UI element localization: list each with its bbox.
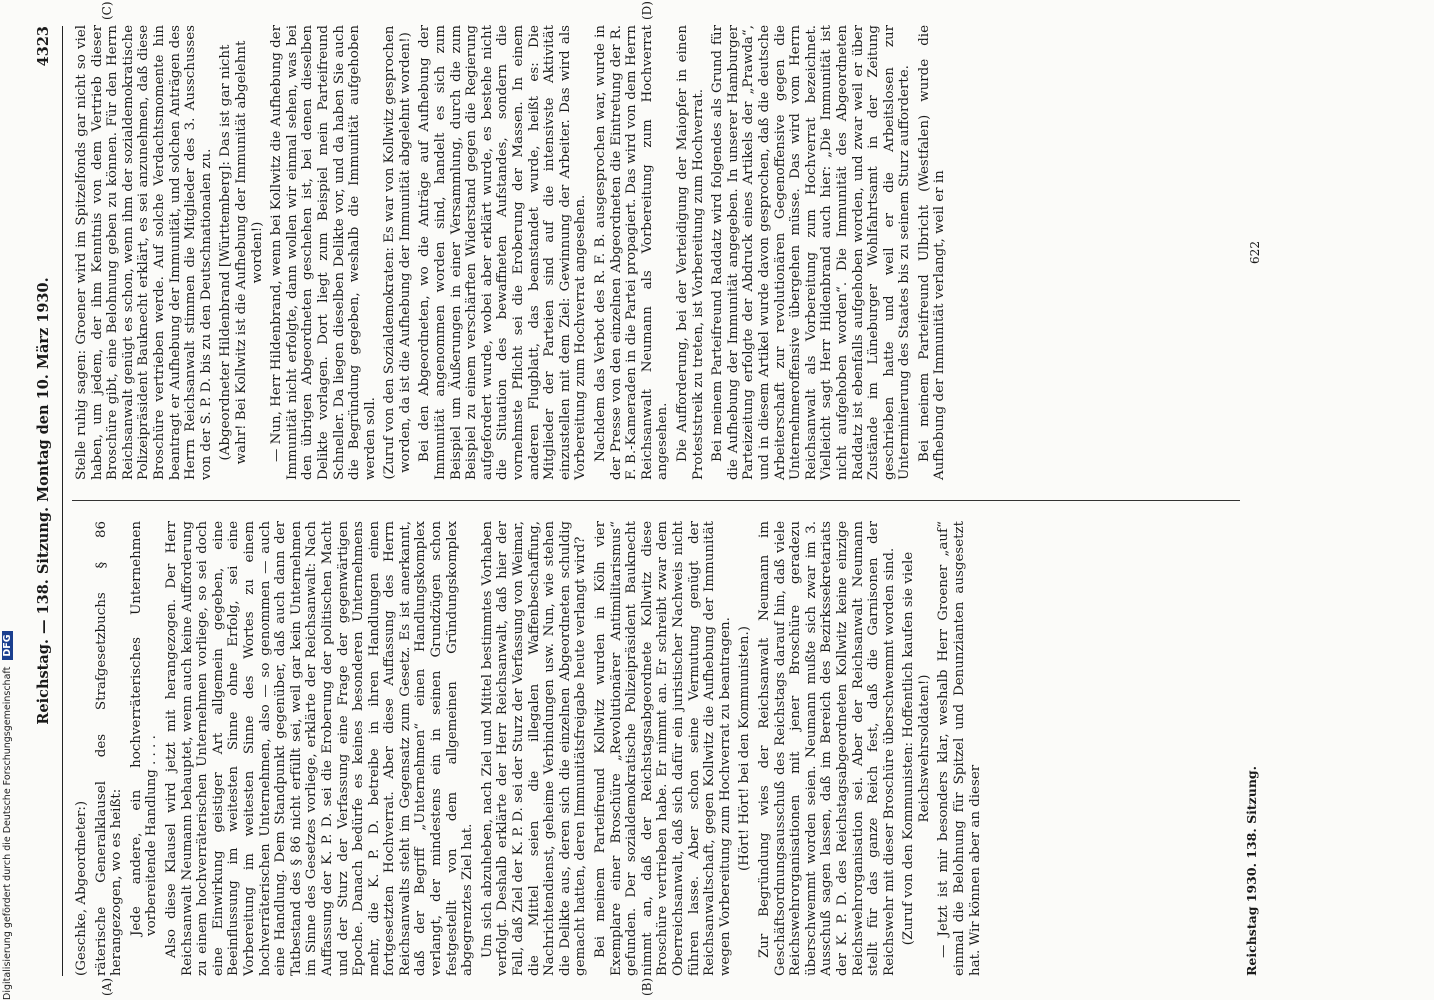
paragraph: Nachdem das Verbot des R. F. B. ausgesprochen war, wurde in der Presse von den einzelnen Abgeordneten die Eintretung der R. F. B.-Kameraden in die Partei propagiert. Das wird von dem Herrn Reichsanwalt Neumann als Vorbereitung zum Hochverrat angesehen.: [593, 25, 671, 480]
margin-marker-a: (A): [100, 977, 114, 996]
paragraph: (Zuruf von den Sozialdemokraten: Es war von Kollwitz gesprochen worden, da ist die Aufhebung der Immunität abgelehnt worden!): [382, 25, 413, 480]
margin-marker-d: (D): [640, 1, 654, 20]
page-number: 4323: [35, 26, 52, 67]
paragraph: Bei den Abgeordneten, wo die Anträge auf Aufhebung der Immunität angenommen worden sind, handelt es sich zum Beispiel um Äußerungen in einer Versammlung, durch die zum Beispiel zu einem verschärften Widerstand gegen die Regierung aufgefordert wurde, wobei aber erklärt wurde, es bestehe nicht die Situation des bewaffneten Aufstandes, sondern die vornehmste Pflicht sei die Eroberung der Massen. In einem anderen Flugblatt, das beanstandet wurde, heißt es: Die Mitglieder der Parteien sind auf die intensivste Aktivität einzustellen mit dem Ziel: Gewinnung der Arbeiter. Das wird als Vorbereitung zum Hochverrat angesehen.: [417, 25, 589, 480]
paragraph: — Jetzt ist mir besonders klar, weshalb Herr Groener „auf“ einmal die Belohnung für Spitzel und Denunzianten ausgesetzt hat. Wir können aber an dieser: [936, 521, 983, 976]
paragraph: (Zuruf von den Kommunisten: Hoffentlich kaufen sie viele Reichswehrsoldaten!): [901, 551, 932, 946]
paragraph: Bei meinem Parteifreund Kollwitz wurden in Köln vier Exemplare einer Broschüre „Revolutionärer Antimilitarismus“ gefunden. Der sozialdemokratische Polizeipräsident Bauknecht nimmt an, daß der Reichstagsabgeordnete Kollwitz diese Broschüre vertrieben habe. Er nimmt an. Er schreibt zwar dem Oberreichsanwalt, daß sich dafür ein juristischer Nachweis nicht führen lasse. Aber schon seine Vermutung genügt der Reichsanwaltschaft, gegen Kollwitz die Aufhebung der Immunität wegen Vorbereitung zum Hochverrat zu beantragen.: [593, 521, 733, 976]
header-title: Reichstag. — 138. Sitzung. Montag den 10. März 1930.: [35, 277, 52, 725]
paragraph: Um sich abzuheben, nach Ziel und Mittel bestimmtes Vorhaben verfolgt. Deshalb erklärte der Herr Reichsanwalt, daß hier der Fall, daß Ziel der K. P. D. sei der Sturz der Verfassung von Weimar, die Mittel seien die illegalen Waffenbeschaffung, Nachrichtendienst, geheime Verbindungen usw. Nun, wie stehen die Delikte aus, deren sich die einzelnen Abgeordneten schuldig gemacht hatten, deren Immunitätsfreigabe heute verlangt wird?: [479, 521, 589, 976]
right-column: [74, 25, 952, 480]
paragraph: (Hört! Hört! bei den Kommunisten.): [737, 626, 753, 871]
footer-right: 622: [1248, 241, 1262, 264]
rotated-page: [20, 0, 1382, 1000]
paragraph: Also diese Klausel wird jetzt mit herangezogen. Der Herr Reichsanwalt Neumann behauptet, wenn auch keine Aufforderung zu einem hochverräterischen Unternehmen vorliege, so sei doch eine Einwirkung geistiger Art allgemein gegeben, eine Beeinflussung im weitesten Sinne ohne Erfolg, sei eine Vorbereitung im weitesten Sinne des Wortes zu einem hochverräterischen Unternehmen, also — so genommen — auch eine Handlung. Dem Standpunkt gegenüber, daß auch dann der Tatbestand des § 86 nicht erfüllt sei, weil gar kein Unternehmen im Sinne des Gesetzes vorliege, erklärte der Reichsanwalt: Nach Auffassung der K. P. D. sei die Eroberung der politischen Macht und der Sturz der Verfassung eine Frage der gegenwärtigen Epoche. Danach bedürfe es keines besonderen Unternehmens mehr, die K. P. D. betreibe in ihren Handlungen einen fortgesetzten Hochverrat. Aber diese Auffassung des Herrn Reichsanwalts steht im Gegensatz zum Gesetz. Es ist anerkannt, daß der Begriff „Unternehmen“ einen Handlungskomplex verlangt, der mindestens ein in seinen Grundzügen schon festgestellt von dem allgemeinen Gründungskomplex abgegrenztes Ziel hat.: [163, 521, 476, 976]
margin-marker-b: (B): [640, 977, 654, 996]
dfg-logo: DFG: [2, 631, 13, 659]
page-header: [36, 26, 66, 976]
paragraph: Bei meinem Parteifreund Ulbricht (Westfalen) wurde die Aufhebung der Immunität verlangt, weil er in: [916, 25, 948, 480]
digitization-credit: [2, 0, 16, 1000]
paragraph: räterische Generalklausel des Strafgesetzbuchs § 86 herangezogen, wo es heißt:: [93, 521, 125, 976]
footer-left: Reichstag 1930. 138. Sitzung.: [1244, 766, 1259, 976]
margin-marker-c: (C): [100, 1, 114, 20]
paragraph: Stelle ruhig sagen: Groener wird im Spitzelfonds gar nicht so viel haben, um jedem, der ihm Kenntnis von dem Vertrieb dieser Broschüre gibt, eine Belohnung geben zu können. Für den Herrn Reichsanwalt genügt es schon, wenn ihm der sozialdemokratische Polizeipräsident Bauknecht erklärt, es sei anzunehmen, daß diese Broschüre vertrieben werde. Auf solche Verdachtsmomente hin beantragt er Aufhebung der Immunität, und solchen Anträgen des Herrn Reichsanwalt stimmen die Mitglieder des 3. Ausschusses von der S. P. D. bis zu den Deutschnationalen zu.: [74, 25, 214, 480]
credit-text: Digitalisierung gefördert durch die Deutsche Forschungsgemeinschaft: [2, 666, 13, 1000]
column-divider: [72, 500, 1240, 501]
paragraph: Die Aufforderung, bei der Verteidigung der Maiopfer in einen Proteststreik zu treten, ist Vorbereitung zum Hochverrat.: [674, 25, 706, 480]
paragraph: — Nun, Herr Hildenbrand, wenn bei Kollwitz die Aufhebung der Immunität nicht erfolgte, dann wollen wir einmal sehen, was bei den übrigen Abgeordneten geschehen ist, bei denen dieselben Delikte vorlagen. Dort liegt zum Beispiel mein Parteifreund Schneller. Da liegen dieselben Delikte vor, und da haben Sie auch die Begründung gegeben, weshalb die Immunität aufgehoben werden soll.: [269, 25, 378, 480]
left-column: [74, 521, 987, 976]
paragraph: Jede andere, ein hochverräterisches Unternehmen vorbereitende Handlung . . . .: [128, 521, 160, 936]
paragraph: Bei meinem Parteifreund Raddatz wird folgendes als Grund für die Aufhebung der Immunität angegeben. In unserer Hamburger Parteizeitung erfolgte der Abdruck eines Artikels der „Prawda“, und in diesem Artikel wurde davon gesprochen, daß die deutsche Arbeiterschaft zur revolutionären Gegenoffensive gegen die Unternehmeroffensive übergehen müsse. Das wird vom Herrn Reichsanwalt als Vorbereitung zum Hochverrat bezeichnet. Vielleicht sagt Herr Hildenbrand auch hier: „Die Immunität ist nicht aufgehoben worden“. Die Immunität des Abgeordneten Raddatz ist ebenfalls aufgehoben worden, und zwar weil er über Zustände im Lüneburger Wohlfahrtsamt in der Zeitung geschrieben hatte und weil er die Arbeitslosen zur Unterminierung des Staates bis zu seinem Sturz aufforderte.: [710, 25, 913, 480]
paragraph: (Abgeordneter Hildenbrand [Württemberg]: Das ist gar nicht wahr! Bei Kollwitz ist die Aufhebung der Immunität abgelehnt worden!): [218, 40, 265, 465]
paragraph: Zur Begründung wies der Reichsanwalt Neumann im Geschäftsordnungsausschuß des Reichstags darauf hin, daß viele Reichswehrorganisationen mit jener Broschüre geradezu überschwemmt worden seien. Neumann mußte sich zwar im 3. Ausschuß sagen lassen, daß im Bereich des Bezirkssekretariats der K. P. D. des Reichstagsabgeordneten Kollwitz keine einzige Reichswehrorganisation sei. Aber der Reichsanwalt Neumann stellt für das ganze Reich fest, daß die Garnisonen der Reichswehr mit dieser Broschüre überschwemmt worden sind.: [756, 521, 897, 976]
header-rule: [62, 26, 63, 976]
paragraph: (Geschke, Abgeordneter:): [74, 800, 89, 976]
